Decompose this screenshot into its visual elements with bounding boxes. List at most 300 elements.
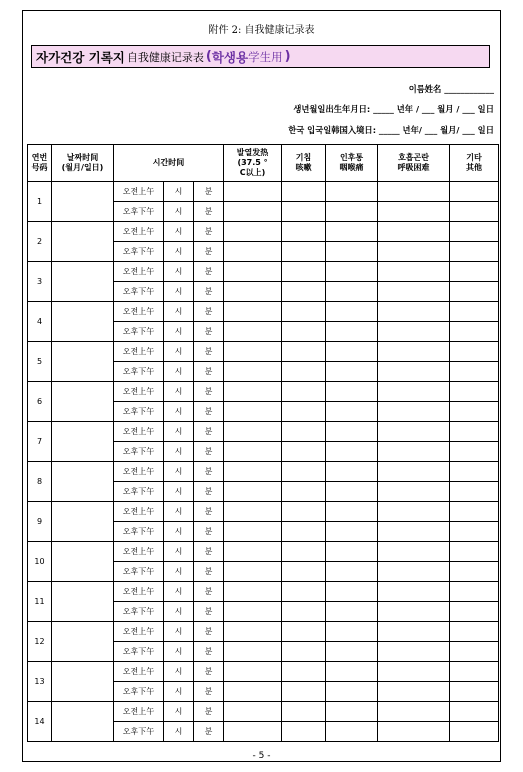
table-row	[28, 182, 499, 202]
table-row	[28, 222, 499, 242]
breathing-cell[interactable]	[378, 402, 450, 422]
pm-label: 오후下午	[114, 562, 164, 582]
breathing-cell[interactable]	[378, 342, 450, 362]
sore-throat-cell[interactable]	[326, 262, 378, 282]
pm-label: 오후下午	[114, 402, 164, 422]
sore-throat-cell[interactable]	[326, 682, 378, 702]
fever-cell[interactable]	[224, 242, 282, 262]
hour-label: 시	[164, 242, 194, 262]
document-page	[22, 10, 501, 762]
minute-label: 분	[194, 502, 224, 522]
cough-cell[interactable]	[282, 382, 326, 402]
hour-label: 시	[164, 182, 194, 202]
other-cell[interactable]	[450, 682, 499, 702]
table-header-row	[28, 145, 499, 182]
sore-throat-cell[interactable]	[326, 522, 378, 542]
fever-cell[interactable]	[224, 582, 282, 602]
cough-cell[interactable]	[282, 522, 326, 542]
title-open-bracket: (	[205, 49, 212, 64]
header-fever-line3: C以上)	[239, 168, 266, 177]
table-row	[28, 462, 499, 482]
hour-label: 시	[164, 382, 194, 402]
header-breathing-zh: 呼吸困难	[397, 163, 430, 172]
am-label: 오전上午	[114, 342, 164, 362]
hour-label: 시	[164, 522, 194, 542]
table-row	[28, 702, 499, 722]
fever-cell[interactable]	[224, 382, 282, 402]
date-cell[interactable]	[52, 622, 114, 662]
sore-throat-cell[interactable]	[326, 562, 378, 582]
header-cough-ko: 기침	[295, 153, 312, 162]
date-cell[interactable]	[52, 582, 114, 622]
table-row	[28, 542, 499, 562]
other-cell[interactable]	[450, 702, 499, 722]
sore-throat-cell[interactable]	[326, 242, 378, 262]
breathing-cell[interactable]	[378, 682, 450, 702]
am-label: 오전上午	[114, 542, 164, 562]
cough-cell[interactable]	[282, 282, 326, 302]
pm-label: 오후下午	[114, 442, 164, 462]
title-sub-korean: 학생용	[211, 49, 249, 65]
cough-cell[interactable]	[282, 562, 326, 582]
sore-throat-cell[interactable]	[326, 722, 378, 742]
pm-label: 오후下午	[114, 682, 164, 702]
cough-cell[interactable]	[282, 342, 326, 362]
sore-throat-cell[interactable]	[326, 322, 378, 342]
sore-throat-cell[interactable]	[326, 342, 378, 362]
other-cell[interactable]	[450, 462, 499, 482]
cough-cell[interactable]	[282, 242, 326, 262]
table-row	[28, 582, 499, 602]
minute-label: 분	[194, 422, 224, 442]
row-number: 6	[28, 382, 52, 422]
breathing-cell[interactable]	[378, 442, 450, 462]
minute-label: 분	[194, 282, 224, 302]
minute-label: 분	[194, 402, 224, 422]
am-label: 오전上午	[114, 422, 164, 442]
date-cell[interactable]	[52, 222, 114, 262]
sore-throat-cell[interactable]	[326, 362, 378, 382]
other-cell[interactable]	[450, 422, 499, 442]
fever-cell[interactable]	[224, 722, 282, 742]
header-breathing-ko: 호흡곤란	[398, 153, 429, 162]
pm-label: 오후下午	[114, 642, 164, 662]
other-cell[interactable]	[450, 502, 499, 522]
row-number: 3	[28, 262, 52, 302]
am-label: 오전上午	[114, 382, 164, 402]
sore-throat-cell[interactable]	[326, 582, 378, 602]
fever-cell[interactable]	[224, 402, 282, 422]
row-number: 13	[28, 662, 52, 702]
fever-cell[interactable]	[224, 542, 282, 562]
breathing-cell[interactable]	[378, 362, 450, 382]
cough-cell[interactable]	[282, 422, 326, 442]
breathing-cell[interactable]	[378, 462, 450, 482]
fever-cell[interactable]	[224, 222, 282, 242]
fever-cell[interactable]	[224, 682, 282, 702]
minute-label: 분	[194, 542, 224, 562]
breathing-cell[interactable]	[378, 662, 450, 682]
cough-cell[interactable]	[282, 302, 326, 322]
other-cell[interactable]	[450, 202, 499, 222]
hour-label: 시	[164, 642, 194, 662]
hour-label: 시	[164, 282, 194, 302]
cough-cell[interactable]	[282, 222, 326, 242]
header-other-ko: 기타	[466, 153, 482, 162]
table-row	[28, 302, 499, 322]
breathing-cell[interactable]	[378, 182, 450, 202]
breathing-cell[interactable]	[378, 722, 450, 742]
other-cell[interactable]	[450, 582, 499, 602]
hour-label: 시	[164, 482, 194, 502]
sore-throat-cell[interactable]	[326, 282, 378, 302]
sore-throat-cell[interactable]	[326, 482, 378, 502]
sore-throat-cell[interactable]	[326, 422, 378, 442]
breathing-cell[interactable]	[378, 322, 450, 342]
row-number: 11	[28, 582, 52, 622]
table-body	[28, 182, 499, 742]
pm-label: 오후下午	[114, 202, 164, 222]
hour-label: 시	[164, 342, 194, 362]
fever-cell[interactable]	[224, 362, 282, 382]
hour-label: 시	[164, 542, 194, 562]
other-cell[interactable]	[450, 262, 499, 282]
fever-cell[interactable]	[224, 302, 282, 322]
breathing-cell[interactable]	[378, 382, 450, 402]
hour-label: 시	[164, 682, 194, 702]
cough-cell[interactable]	[282, 622, 326, 642]
sore-throat-cell[interactable]	[326, 302, 378, 322]
minute-label: 분	[194, 182, 224, 202]
other-cell[interactable]	[450, 362, 499, 382]
pm-label: 오후下午	[114, 722, 164, 742]
hour-label: 시	[164, 662, 194, 682]
sore-throat-cell[interactable]	[326, 202, 378, 222]
breathing-cell[interactable]	[378, 562, 450, 582]
date-cell[interactable]	[52, 462, 114, 502]
cough-cell[interactable]	[282, 602, 326, 622]
fever-cell[interactable]	[224, 622, 282, 642]
pm-label: 오후下午	[114, 322, 164, 342]
breathing-cell[interactable]	[378, 622, 450, 642]
hour-label: 시	[164, 202, 194, 222]
breathing-cell[interactable]	[378, 702, 450, 722]
breathing-cell[interactable]	[378, 302, 450, 322]
other-cell[interactable]	[450, 342, 499, 362]
fever-cell[interactable]	[224, 502, 282, 522]
am-label: 오전上午	[114, 182, 164, 202]
cough-cell[interactable]	[282, 202, 326, 222]
minute-label: 분	[194, 722, 224, 742]
other-cell[interactable]	[450, 522, 499, 542]
minute-label: 분	[194, 682, 224, 702]
header-seq-ko: 연번	[31, 153, 48, 162]
minute-label: 분	[194, 482, 224, 502]
minute-label: 분	[194, 642, 224, 662]
minute-label: 분	[194, 342, 224, 362]
cough-cell[interactable]	[282, 262, 326, 282]
sore-throat-cell[interactable]	[326, 442, 378, 462]
cough-cell[interactable]	[282, 182, 326, 202]
pm-label: 오후下午	[114, 602, 164, 622]
entry-date-field: 한국 입국일韩国入境日: _____ 년年/ ___ 월月/ ___ 일日	[288, 125, 494, 135]
am-label: 오전上午	[114, 582, 164, 602]
sore-throat-cell[interactable]	[326, 662, 378, 682]
other-cell[interactable]	[450, 182, 499, 202]
hour-label: 시	[164, 222, 194, 242]
sore-throat-cell[interactable]	[326, 642, 378, 662]
header-cough	[282, 145, 326, 182]
header-cough-zh: 咳嗽	[295, 163, 312, 172]
other-cell[interactable]	[450, 242, 499, 262]
hour-label: 시	[164, 302, 194, 322]
pm-label: 오후下午	[114, 242, 164, 262]
pm-label: 오후下午	[114, 282, 164, 302]
header-date-line1: 날짜时间	[66, 153, 99, 162]
breathing-cell[interactable]	[378, 542, 450, 562]
minute-label: 분	[194, 462, 224, 482]
cough-cell[interactable]	[282, 722, 326, 742]
header-date	[52, 145, 114, 182]
row-number: 7	[28, 422, 52, 462]
breathing-cell[interactable]	[378, 422, 450, 442]
breathing-cell[interactable]	[378, 642, 450, 662]
date-cell[interactable]	[52, 702, 114, 742]
title-chinese: 自我健康记录表	[126, 50, 204, 64]
minute-label: 분	[194, 262, 224, 282]
cough-cell[interactable]	[282, 662, 326, 682]
other-cell[interactable]	[450, 622, 499, 642]
hour-label: 시	[164, 602, 194, 622]
fever-cell[interactable]	[224, 322, 282, 342]
minute-label: 분	[194, 582, 224, 602]
cough-cell[interactable]	[282, 542, 326, 562]
sore-throat-cell[interactable]	[326, 622, 378, 642]
row-number: 9	[28, 502, 52, 542]
sore-throat-cell[interactable]	[326, 182, 378, 202]
breathing-cell[interactable]	[378, 582, 450, 602]
date-cell[interactable]	[52, 382, 114, 422]
header-fever	[224, 145, 282, 182]
breathing-cell[interactable]	[378, 242, 450, 262]
pm-label: 오후下午	[114, 482, 164, 502]
other-cell[interactable]	[450, 482, 499, 502]
header-time: 시간时间	[114, 145, 224, 182]
hour-label: 시	[164, 722, 194, 742]
header-other	[450, 145, 499, 182]
header-sore-throat-ko: 인후통	[339, 153, 364, 162]
other-cell[interactable]	[450, 442, 499, 462]
other-cell[interactable]	[450, 562, 499, 582]
other-cell[interactable]	[450, 302, 499, 322]
header-fever-line2: (37.5 °	[237, 158, 268, 167]
fever-cell[interactable]	[224, 642, 282, 662]
breathing-cell[interactable]	[378, 282, 450, 302]
row-number: 5	[28, 342, 52, 382]
cough-cell[interactable]	[282, 462, 326, 482]
header-fever-line1: 발열发热	[236, 148, 269, 157]
breathing-cell[interactable]	[378, 482, 450, 502]
sore-throat-cell[interactable]	[326, 222, 378, 242]
cough-cell[interactable]	[282, 642, 326, 662]
fever-cell[interactable]	[224, 462, 282, 482]
table-row	[28, 502, 499, 522]
hour-label: 시	[164, 322, 194, 342]
minute-label: 분	[194, 382, 224, 402]
minute-label: 분	[194, 562, 224, 582]
title-close-bracket: )	[284, 49, 291, 64]
am-label: 오전上午	[114, 302, 164, 322]
row-number: 1	[28, 182, 52, 222]
document-title	[31, 45, 490, 68]
header-seq-zh: 号码	[31, 163, 48, 172]
breathing-cell[interactable]	[378, 502, 450, 522]
hour-label: 시	[164, 402, 194, 422]
date-cell[interactable]	[52, 542, 114, 582]
breathing-cell[interactable]	[378, 202, 450, 222]
am-label: 오전上午	[114, 662, 164, 682]
minute-label: 분	[194, 202, 224, 222]
row-number: 10	[28, 542, 52, 582]
sore-throat-cell[interactable]	[326, 382, 378, 402]
minute-label: 분	[194, 442, 224, 462]
other-cell[interactable]	[450, 662, 499, 682]
row-number: 4	[28, 302, 52, 342]
fever-cell[interactable]	[224, 562, 282, 582]
other-cell[interactable]	[450, 602, 499, 622]
fever-cell[interactable]	[224, 422, 282, 442]
fever-cell[interactable]	[224, 522, 282, 542]
am-label: 오전上午	[114, 702, 164, 722]
am-label: 오전上午	[114, 222, 164, 242]
cough-cell[interactable]	[282, 322, 326, 342]
hour-label: 시	[164, 462, 194, 482]
date-cell[interactable]	[52, 662, 114, 702]
pm-label: 오후下午	[114, 362, 164, 382]
cough-cell[interactable]	[282, 482, 326, 502]
cough-cell[interactable]	[282, 702, 326, 722]
birthdate-field: 생년월일出生年月日: _____ 년年 / ___ 월月 / ___ 일日	[293, 104, 494, 114]
date-cell[interactable]	[52, 502, 114, 542]
header-sore-throat	[326, 145, 378, 182]
hour-label: 시	[164, 622, 194, 642]
other-cell[interactable]	[450, 642, 499, 662]
fever-cell[interactable]	[224, 202, 282, 222]
sore-throat-cell[interactable]	[326, 602, 378, 622]
fever-cell[interactable]	[224, 182, 282, 202]
cough-cell[interactable]	[282, 362, 326, 382]
minute-label: 분	[194, 522, 224, 542]
minute-label: 분	[194, 602, 224, 622]
minute-label: 분	[194, 362, 224, 382]
other-cell[interactable]	[450, 542, 499, 562]
sore-throat-cell[interactable]	[326, 702, 378, 722]
fever-cell[interactable]	[224, 262, 282, 282]
header-breathing	[378, 145, 450, 182]
minute-label: 분	[194, 242, 224, 262]
table-row	[28, 342, 499, 362]
sore-throat-cell[interactable]	[326, 462, 378, 482]
cough-cell[interactable]	[282, 502, 326, 522]
table-row	[28, 662, 499, 682]
header-sore-throat-zh: 咽喉痛	[339, 163, 364, 172]
hour-label: 시	[164, 702, 194, 722]
table-row	[28, 262, 499, 282]
pm-label: 오후下午	[114, 522, 164, 542]
other-cell[interactable]	[450, 722, 499, 742]
title-korean: 자가건강 기록지	[36, 49, 125, 65]
other-cell[interactable]	[450, 322, 499, 342]
cough-cell[interactable]	[282, 582, 326, 602]
row-number: 2	[28, 222, 52, 262]
breathing-cell[interactable]	[378, 522, 450, 542]
other-cell[interactable]	[450, 382, 499, 402]
other-cell[interactable]	[450, 282, 499, 302]
sore-throat-cell[interactable]	[326, 502, 378, 522]
date-cell[interactable]	[52, 302, 114, 342]
minute-label: 분	[194, 622, 224, 642]
hour-label: 시	[164, 502, 194, 522]
row-number: 12	[28, 622, 52, 662]
date-cell[interactable]	[52, 342, 114, 382]
cough-cell[interactable]	[282, 442, 326, 462]
minute-label: 분	[194, 322, 224, 342]
cough-cell[interactable]	[282, 402, 326, 422]
fever-cell[interactable]	[224, 282, 282, 302]
am-label: 오전上午	[114, 502, 164, 522]
row-number: 14	[28, 702, 52, 742]
health-log-table	[27, 144, 499, 742]
date-cell[interactable]	[52, 422, 114, 462]
minute-label: 분	[194, 662, 224, 682]
fever-cell[interactable]	[224, 702, 282, 722]
minute-label: 분	[194, 702, 224, 722]
table-row	[28, 622, 499, 642]
table-row	[28, 422, 499, 442]
hour-label: 시	[164, 562, 194, 582]
fever-cell[interactable]	[224, 602, 282, 622]
minute-label: 분	[194, 302, 224, 322]
fever-cell[interactable]	[224, 482, 282, 502]
title-sub-chinese: 学生用	[248, 49, 283, 64]
am-label: 오전上午	[114, 462, 164, 482]
fever-cell[interactable]	[224, 662, 282, 682]
hour-label: 시	[164, 422, 194, 442]
hour-label: 시	[164, 362, 194, 382]
other-cell[interactable]	[450, 222, 499, 242]
annex-label: 附件 2: 自我健康记录表	[208, 25, 315, 36]
fever-cell[interactable]	[224, 442, 282, 462]
table-row	[28, 382, 499, 402]
header-other-zh: 其他	[466, 163, 483, 172]
other-cell[interactable]	[450, 402, 499, 422]
breathing-cell[interactable]	[378, 602, 450, 622]
hour-label: 시	[164, 582, 194, 602]
date-cell[interactable]	[52, 182, 114, 222]
header-date-line2: (월月/일日)	[61, 163, 104, 172]
sore-throat-cell[interactable]	[326, 402, 378, 422]
am-label: 오전上午	[114, 622, 164, 642]
row-number: 8	[28, 462, 52, 502]
date-cell[interactable]	[52, 262, 114, 302]
sore-throat-cell[interactable]	[326, 542, 378, 562]
breathing-cell[interactable]	[378, 262, 450, 282]
fever-cell[interactable]	[224, 342, 282, 362]
header-seq	[28, 145, 52, 182]
page-number: - 5 -	[252, 751, 271, 761]
breathing-cell[interactable]	[378, 222, 450, 242]
cough-cell[interactable]	[282, 682, 326, 702]
